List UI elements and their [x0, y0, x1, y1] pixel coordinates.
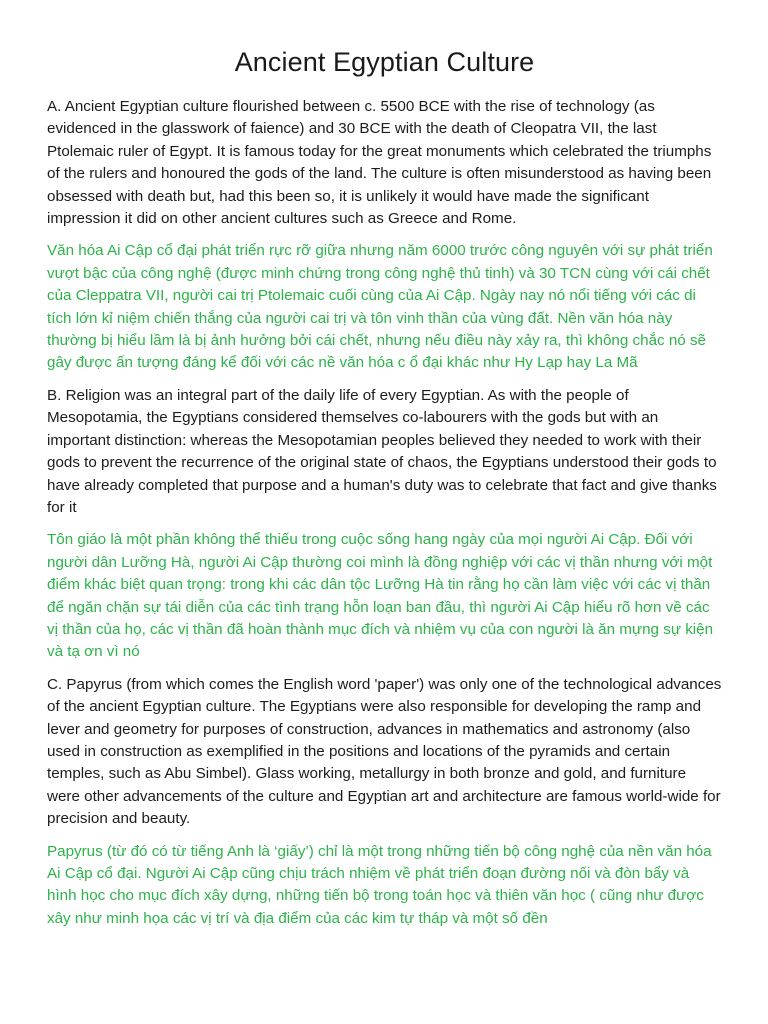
- paragraph-a-english: A. Ancient Egyptian culture flourished between c. 5500 BCE with the rise of technology (as evidenced in the glasswork of faience) and 30 BCE with the death of Cleopatra VII, the last Ptolemaic ruler of Egypt. It is famous today for the great monuments which celebrated the triumphs of the rulers and honoured the gods of the land. The culture is often misunderstood as having been obsessed with death but, had this been so, it is unlikely it would have made the significant impression it did on other ancient cultures such as Greece and Rome.: [47, 98, 712, 228]
- paragraph-c-english: C. Papyrus (from which comes the English word 'paper') was only one of the technological advances of the ancient Egyptian culture. The Egyptians were also responsible for developing the ramp and lever and geometry for purposes of construction, advances in mathematics and astronomy (also used in construction as exemplified in the positions and locations of the pyramids and certain temples, such as Abu Simbel). Glass working, metallurgy in both bronze and gold, and furniture were other advancements of the culture and Egyptian art and architecture are famous world-wide for precision and beauty.: [47, 675, 722, 828]
- paragraph-a-vietnamese: Văn hóa Ai Cập cổ đại phát triển rực rỡ giữa nhưng năm 6000 trước công nguyên với sự phát triển vượt bậc của công nghệ (được minh chứng trong công nghệ thủ tinh) và 30 TCN cùng với cái chết của Cleppatra VII, người cai trị Ptolemaic cuối cùng của Ai Cập. Ngày nay nó nổi tiếng với các di tích lớn kỉ niệm chiến thắng của người cai trị và tôn vinh thần của vùng đất. Nền văn hóa này thường bị hiểu lầm là bị ảnh hưởng bởi cái chết, nhưng nếu điều này xảy ra, thì không chắc nó sẽ gây được ấn tượng đáng kể đối với các nề văn hóa c ổ đại khác như Hy Lạp hay La Mã: [47, 242, 713, 372]
- paragraph-c-vietnamese: Papyrus (từ đó có từ tiếng Anh là ‘giấy’) chỉ là một trong những tiến bộ công nghệ của nền văn hóa Ai Cập cổ đại. Người Ai Cập cũng chịu trách nhiệm về phát triển đoạn đường nối và đòn bẩy và hình học cho mục đích xây dựng, những tiến bộ trong toán học và thiên văn học ( cũng như được xây như minh họa các vị trí và địa điểm của các kim tự tháp và một số đền: [47, 842, 712, 927]
- page-title: Ancient Egyptian Culture: [234, 47, 535, 77]
- paragraph-b-english: B. Religion was an integral part of the daily life of every Egyptian. As with the people of Mesopotamia, the Egyptians considered themselves co-labourers with the gods but with an important distinction: whereas the Mesopotamian peoples believed they needed to work with their gods to prevent the recurrence of the original state of chaos, the Egyptians understood their gods to have already completed that purpose and a human's duty was to celebrate that fact and give thanks for it: [47, 386, 717, 516]
- paragraph-b-vietnamese: Tôn giáo là một phần không thể thiếu trong cuộc sống hang ngày của mọi người Ai Cập. Đối với người dân Lưỡng Hà, người Ai Cập thường coi mình là đồng nghiệp với các vị thần nhưng với một điểm khác biệt quan trọng: trong khi các dân tộc Lưỡng Hà tin rằng họ cần làm việc với các vị thần để ngăn chặn sự tái diễn của các tình trạng hỗn loạn ban đầu, thì người Ai Cập hiểu rõ hơn về các vị thần của họ, các vị thần đã hoàn thành mục đích và nhiệm vụ của con người là ăn mựng sự kiện và tạ ơn vì nó: [47, 531, 714, 661]
